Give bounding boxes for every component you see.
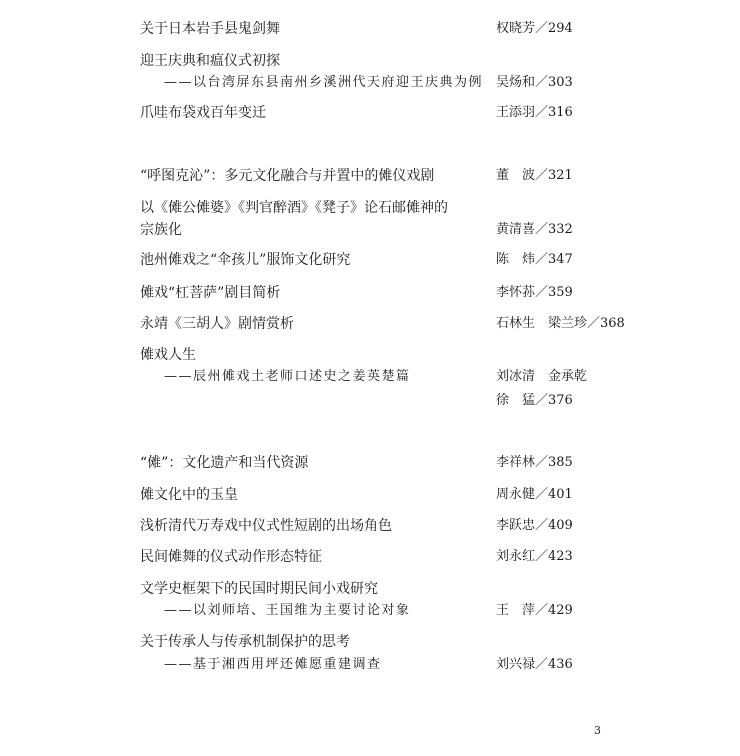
toc-entry-title: 池州傩戏之“伞孩儿”服饰文化研究 (140, 252, 351, 268)
toc-entry-author: 刘冰清 金承乾 (496, 369, 588, 384)
toc-entry-author: 权晓芳／294 (496, 21, 573, 36)
toc-entry-title: “呼图克沁”：多元文化融合与并置中的傩仪戏剧 (140, 168, 435, 184)
toc-entry-title: 永靖《三胡人》剧情赏析 (140, 316, 294, 332)
toc-entry-title: 民间傩舞的仪式动作形态特征 (140, 549, 322, 565)
toc-entry-author: 李跃忠／409 (496, 518, 573, 533)
toc-entry-title: 以《傩公傩婆》《判官醉酒》《凳子》论石邮傩神的 (140, 200, 448, 216)
toc-entry-title: 傩戏“杠菩萨”剧目简析 (140, 285, 281, 301)
toc-entry-subtitle: ——辰州傩戏土老师口述史之姜英楚篇 (164, 369, 411, 384)
toc-entry-author: 刘兴禄／436 (496, 657, 573, 672)
toc-entry-subtitle: ——以刘师培、王国维为主要讨论对象 (164, 603, 411, 618)
toc-entry-author: 周永健／401 (496, 487, 573, 502)
toc-entry-author: 石林生 梁兰珍／368 (496, 316, 625, 331)
page-number: 3 (594, 724, 601, 737)
toc-entry-author: 吴炀和／303 (496, 75, 573, 90)
toc-entry-title: 浅析清代万寿戏中仪式性短剧的出场角色 (140, 518, 392, 534)
toc-entry-title: “傩”：文化遗产和当代资源 (140, 455, 309, 471)
toc-entry-author: 李怀荪／359 (496, 285, 573, 300)
toc-entry-author: 黄清喜／332 (496, 222, 573, 237)
toc-entry-author: 王 萍／429 (496, 603, 573, 618)
toc-entry-author: 刘永红／423 (496, 549, 573, 564)
toc-entry-title: 爪哇布袋戏百年变迁 (140, 105, 266, 121)
toc-entry-author: 王添羽／316 (496, 105, 573, 120)
toc-entry-author-continued: 徐 猛／376 (496, 393, 573, 408)
toc-entry-author: 董 波／321 (496, 168, 573, 183)
toc-entry-title: 迎王庆典和瘟仪式初探 (140, 53, 280, 69)
toc-entry-title: 傩戏人生 (140, 347, 196, 363)
toc-entry-title: 关于传承人与传承机制保护的思考 (140, 634, 350, 650)
toc-entry-title: 傩文化中的玉皇 (140, 487, 238, 503)
toc-entry-subtitle: ——以台湾屏东县南州乡溪洲代天府迎王庆典为例 (164, 75, 484, 90)
toc-entry-title: 文学史框架下的民国时期民间小戏研究 (140, 581, 378, 597)
toc-entry-title-continued: 宗族化 (140, 222, 182, 238)
toc-entry-title: 关于日本岩手县鬼剑舞 (140, 21, 280, 37)
toc-entry-subtitle: ——基于湘西用坪还傩愿重建调查 (164, 657, 382, 672)
toc-entry-author: 陈 炜／347 (496, 252, 573, 267)
toc-entry-author: 李祥林／385 (496, 455, 573, 470)
